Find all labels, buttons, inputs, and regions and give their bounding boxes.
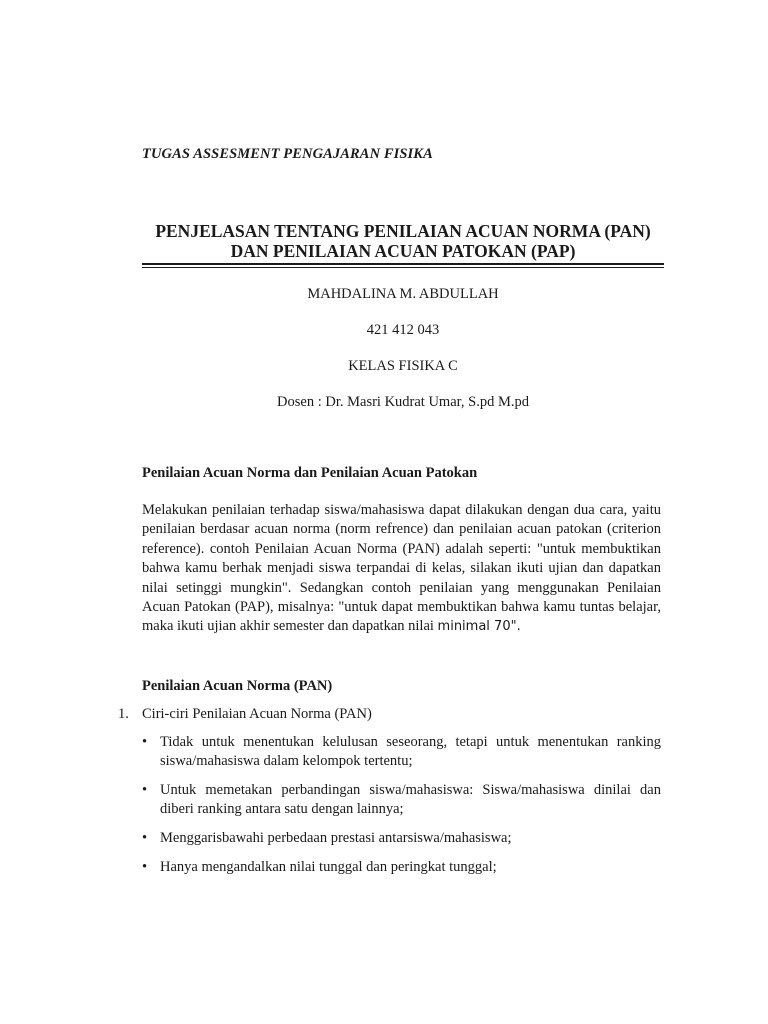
class-name: KELAS FISIKA C	[348, 358, 458, 374]
intro-paragraph-tail: minimal 70".	[437, 619, 521, 635]
bullet-icon: •	[142, 830, 148, 846]
bullet-icon: •	[142, 734, 148, 750]
bullet-icon: •	[142, 859, 148, 875]
title-line-1: PENJELASAN TENTANG PENILAIAN ACUAN NORMA (PAN)	[155, 221, 651, 241]
title-double-rule	[142, 263, 664, 268]
list-item	[142, 781, 661, 819]
list-item-text: Untuk memetakan perbandingan siswa/mahasiswa: Siswa/mahasiswa dinilai dan diberi ranking antara satu dengan lainnya;	[160, 782, 661, 817]
intro-paragraph	[142, 501, 661, 637]
item-number: 1.	[118, 706, 129, 722]
bullet-icon: •	[142, 782, 148, 798]
list-item	[142, 733, 661, 771]
intro-paragraph-text: Melakukan penilaian terhadap siswa/mahasiswa dapat dilakukan dengan dua cara, yaitu penilaian berdasar acuan norma (norm refrence) dan penilaian acuan patokan (criterion reference). contoh Penilaian Acuan Norma (PAN) adalah seperti: "untuk membuktikan bahwa kamu berhak menjadi siswa terpandai di kelas, silakan ikuti ujian dan dapatkan nilai setinggi mungkin". Sedangkan contoh penilaian yang menggunakan Penilaian Acuan Patokan (PAP), misalnya: "untuk dapat membuktikan bahwa kamu tuntas belajar, maka ikuti ujian akhir semester dan dapatkan nilai	[142, 502, 661, 635]
document-title	[142, 221, 664, 261]
list-item	[142, 858, 661, 877]
title-line-2: DAN PENILAIAN ACUAN PATOKAN (PAP)	[230, 241, 576, 261]
author-name: MAHDALINA M. ABDULLAH	[307, 286, 499, 302]
characteristics-list	[142, 733, 661, 887]
course-label: TUGAS ASSESMENT PENGAJARAN FISIKA	[142, 146, 433, 162]
item-text: Ciri-ciri Penilaian Acuan Norma (PAN)	[142, 706, 372, 722]
list-item-text: Menggarisbawahi perbedaan prestasi antarsiswa/mahasiswa;	[160, 830, 512, 846]
student-id: 421 412 043	[366, 322, 440, 338]
list-item-text: Tidak untuk menentukan kelulusan seseorang, tetapi untuk menentukan ranking siswa/mahasiswa dalam kelompok tertentu;	[160, 734, 661, 769]
section-heading-pan-pap: Penilaian Acuan Norma dan Penilaian Acuan Patokan	[142, 465, 478, 481]
list-item	[142, 829, 661, 848]
lecturer: Dosen : Dr. Masri Kudrat Umar, S.pd M.pd	[277, 394, 529, 410]
section-heading-pan: Penilaian Acuan Norma (PAN)	[142, 678, 333, 694]
list-item-text: Hanya mengandalkan nilai tunggal dan peringkat tunggal;	[160, 859, 497, 875]
numbered-item	[118, 706, 372, 723]
